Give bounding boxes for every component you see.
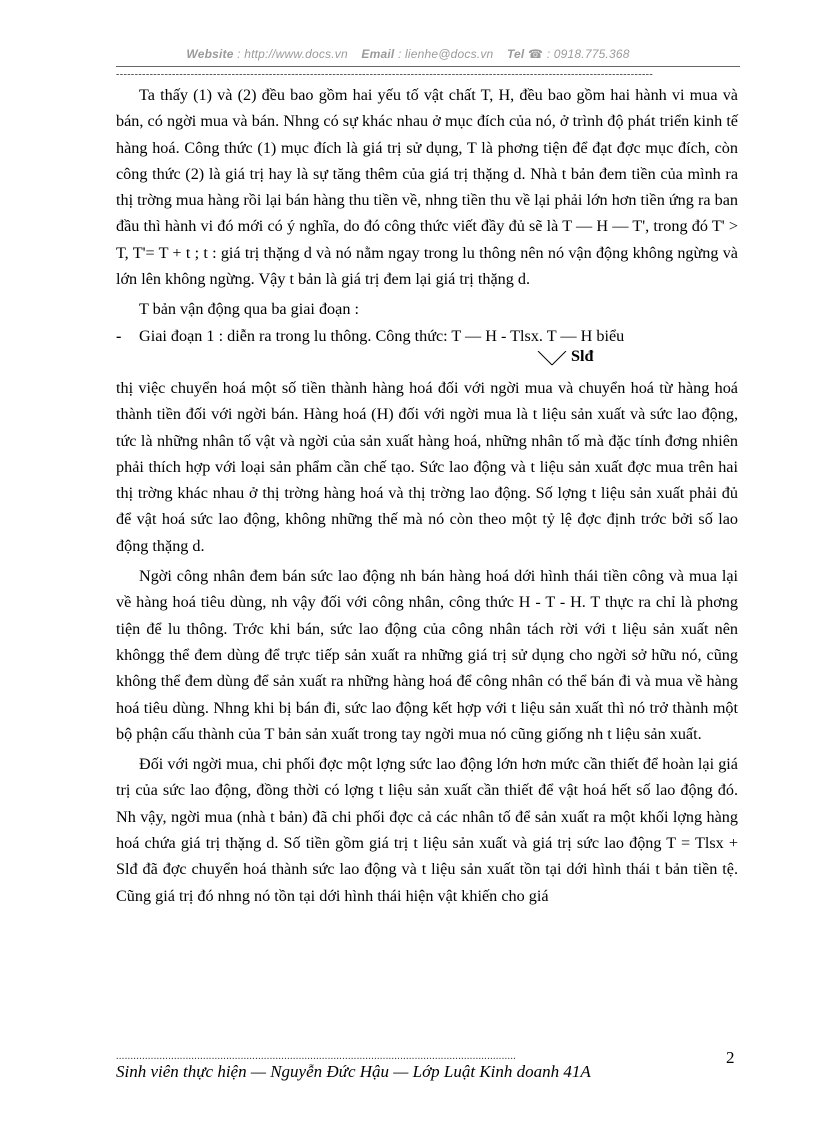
footer-dotted-divider: ..........................................................................................................................................: [116, 1052, 517, 1062]
paragraph-5: Đối với ngời mua, chi phối đợc một lợng sức lao động lớn hơn mức cần thiết để hoàn lại giá trị của sức lao động, đồng thời có lợng t liệu sản xuất cần thiết để vật hoá hết số lao động đó. Nh vậy, ngời mua (nhà t bản) đã chi phối đợc cả các nhân tố để sản xuất ra một khối lợng hàng hoá chứa giá trị thặng d. Số tiền gồm giá trị t liệu sản xuất và giá trị sức lao động T = Tlsx + Slđ đã đợc chuyển hoá thành sức lao động và t liệu sản xuất tồn tại dới hình thái t bản tiền tệ. Cũng giá trị đó nhng nó tồn tại dới hình thái hiện vật khiến cho giá: [116, 755, 738, 905]
bullet-text: Giai đoạn 1 : diễn ra trong lu thông. Công thức: T — H - Tlsx. T — H biểu: [139, 326, 625, 345]
header-rule: [116, 66, 740, 67]
slđ-label: Slđ: [571, 346, 594, 365]
paragraph-2: T bản vận động qua ba giai đoạn :: [139, 300, 359, 319]
bullet-mark: -: [116, 326, 122, 345]
email-label: Email: [361, 47, 395, 61]
formula-sub-branch: [116, 346, 738, 375]
phone-icon: ☎: [528, 47, 544, 61]
paragraph-4: Ngời công nhân đem bán sức lao động nh bán hàng hoá dới hình thái tiền công và mua lại về hàng hoá tiêu dùng, nh vậy đối với công nhân, công thức H - T - H. T thực ra chỉ là phơng tiện để lu thông. Trớc khi bán, sức lao động của công nhân tách rời với t liệu sản xuất nên khôngg thể đem dùng để trực tiếp sản xuất ra những giá trị sử dụng cho ngời sở hữu nó, cũng không thể đem dùng để sản xuất ra những hàng hoá để công nhân có thể bán đi và mua về hàng hoá tiêu dùng. Nhng khi bị bán đi, sức lao động kết hợp với t liệu sản xuất thì nó trở thành một bộ phận cấu thành của T bản sản xuất trong tay ngời mua nó cũng giống nh t liệu sản xuất.: [116, 567, 738, 743]
page-footer: Sinh viên thực hiện — Nguyễn Đức Hậu — Lớp Luật Kinh doanh 41A: [116, 1062, 591, 1081]
tel-label: Tel: [506, 47, 525, 61]
bullet-item: [116, 323, 738, 349]
email-address: : lienhe@docs.vn: [397, 47, 494, 61]
branch-arrow-icon: [536, 351, 576, 369]
paragraph-3: thị việc chuyển hoá một số tiền thành hàng hoá đối với ngời mua và chuyển hoá từ hàng hoá thành tiền đối với ngời bán. Hàng hoá (H) đối với ngời mua là t liệu sản xuất và sức lao động, tức là những nhân tố vật và ngời của sản xuất hàng hoá, những nhân tố mà đặc tính đơng nhiên phải thích hợp với loại sản phẩm cần chế tạo. Sức lao động và t liệu sản xuất đợc mua trên hai thị trờng khác nhau ở thị trờng hàng hoá và thị trờng lao động. Số lợng t liệu sản xuất phải đủ để vật hoá sức lao động, không những thế mà nó còn theo một tỷ lệ đợc định trớc bởi số lao động thặng d.: [116, 378, 738, 555]
page-header: [0, 47, 816, 61]
phone-number: : 0918.775.368: [546, 47, 630, 61]
website-url: : http://www.docs.vn: [237, 47, 348, 61]
header-dashed-divider: ------------------------------------------------------------------------------------------------------------------------------------------------: [116, 70, 654, 80]
document-body: [116, 82, 738, 909]
paragraph-1: Ta thấy (1) và (2) đều bao gồm hai yếu tố vật chất T, H, đều bao gồm hai hành vi mua và bán, có ngời mua và bán. Nhng có sự khác nhau ở mục đích của nó, ở trình độ phát triển kinh tế hàng hoá. Công thức (1) mục đích là giá trị sử dụng, T là phơng tiện để đạt đợc mục đích, còn công thức (2) là giá trị hay là sự tăng thêm của giá trị thặng d. Nhà t bản đem tiền của mình ra thị trờng mua hàng rồi lại bán hàng thu tiền về, nhng tiền thu về lại phải lớn hơn tiền ứng ra ban đầu thì hành vi đó mới có ý nghĩa, do đó công thức viết đầy đủ sẽ là T — H — T', trong đó T' > T, T'= T + t ; t : giá trị thặng d và nó nằm ngay trong lu thông nên nó vận động không ngừng và lớn lên không ngừng. Vậy t bản là giá trị đem lại giá trị thặng d.: [116, 86, 738, 289]
page-number: 2: [726, 1048, 735, 1067]
website-label: Website: [186, 47, 234, 61]
